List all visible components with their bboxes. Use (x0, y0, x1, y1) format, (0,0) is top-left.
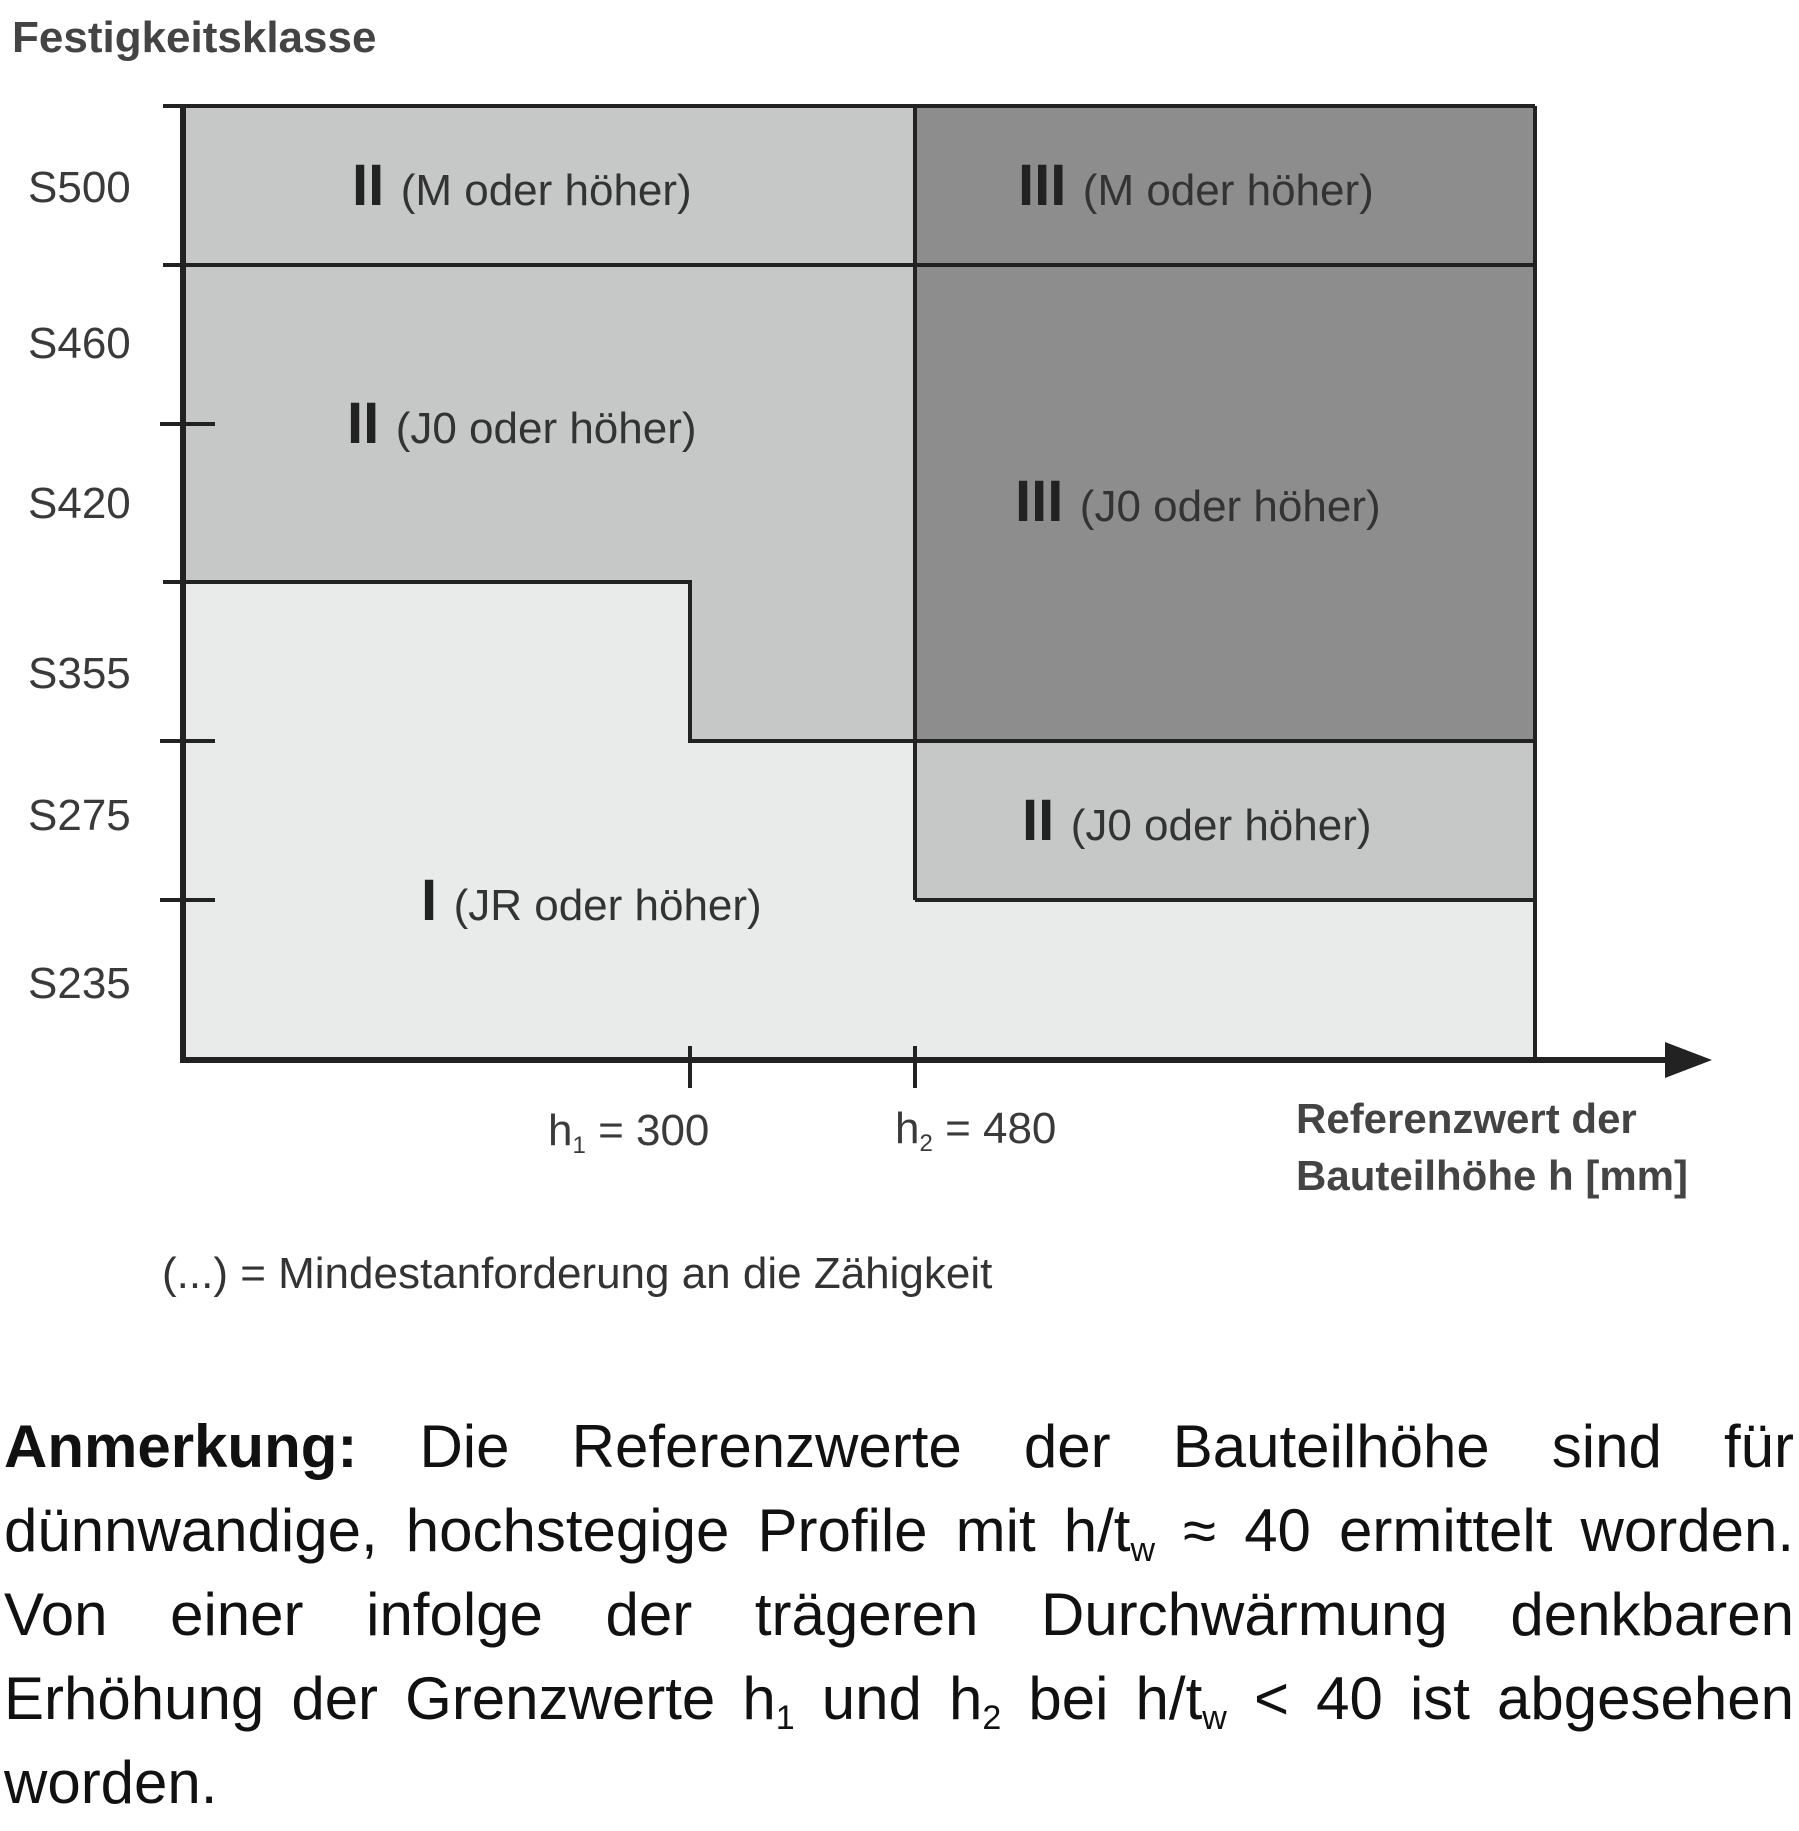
legend-text: (...) = Mindestanforderung an die Zähigkeit (162, 1249, 993, 1298)
region-class: III (1015, 469, 1064, 534)
strength-class-label: S420 (28, 479, 131, 528)
region-requirement: (J0 oder höher) (395, 404, 697, 453)
note-text: Die Referenzwerte der Bauteilhöhe sind für dünnwandige, hochstegige Profile mit h/t (4, 1413, 1794, 1564)
strength-class-label: S235 (28, 959, 131, 1008)
region-class: III (1018, 153, 1067, 218)
strength-class-label: S355 (28, 649, 131, 698)
note-text: und h (794, 1665, 983, 1732)
note-text: < 40 ist abgesehen worden. (4, 1665, 1794, 1816)
note-paragraph (4, 1405, 1794, 1825)
subscript-w: w (1130, 1531, 1156, 1569)
x-tick-label-h1 (548, 1106, 709, 1159)
region-class: I (421, 868, 438, 933)
x-tick-value: = 480 (932, 1104, 1057, 1153)
note-text: ≈ 40 ermittelt worden. Von einer infolge der trägeren Durchwärmung denkbaren Erhöhung der Grenzwerte h (4, 1497, 1794, 1732)
strength-class-label: S460 (28, 319, 131, 368)
x-axis-title-line2: Bauteilhöhe h [mm] (1296, 1152, 1689, 1199)
x-tick-label-h2 (895, 1104, 1056, 1157)
x-tick-symbol: h (895, 1104, 920, 1153)
y-axis-title: Festigkeitsklasse (12, 13, 377, 62)
x-tick-subscript: 2 (919, 1130, 933, 1157)
region-requirement: (J0 oder höher) (1070, 801, 1372, 850)
region-class: II (352, 153, 385, 218)
note-text: bei h/t (1001, 1665, 1203, 1732)
note-label: Anmerkung: (4, 1413, 358, 1480)
x-tick-value: = 300 (585, 1106, 710, 1155)
x-axis-title-line1: Referenzwert der (1296, 1095, 1637, 1142)
subscript-1: 1 (775, 1699, 795, 1737)
subscript-2: 2 (982, 1699, 1002, 1737)
strength-class-label: S500 (28, 163, 131, 212)
subscript-w: w (1202, 1699, 1227, 1737)
strength-class-label: S275 (28, 791, 131, 840)
strength-class-labels (28, 163, 131, 1008)
region-requirement: (M oder höher) (400, 166, 692, 215)
x-tick-subscript: 1 (572, 1132, 586, 1159)
x-tick-symbol: h (548, 1106, 573, 1155)
region-requirement: (M oder höher) (1082, 166, 1374, 215)
region-class: II (347, 391, 380, 456)
region-requirement: (J0 oder höher) (1079, 482, 1381, 531)
region-class: II (1022, 788, 1055, 853)
x-axis-arrow (1665, 1042, 1712, 1078)
region-requirement: (JR oder höher) (453, 881, 762, 930)
